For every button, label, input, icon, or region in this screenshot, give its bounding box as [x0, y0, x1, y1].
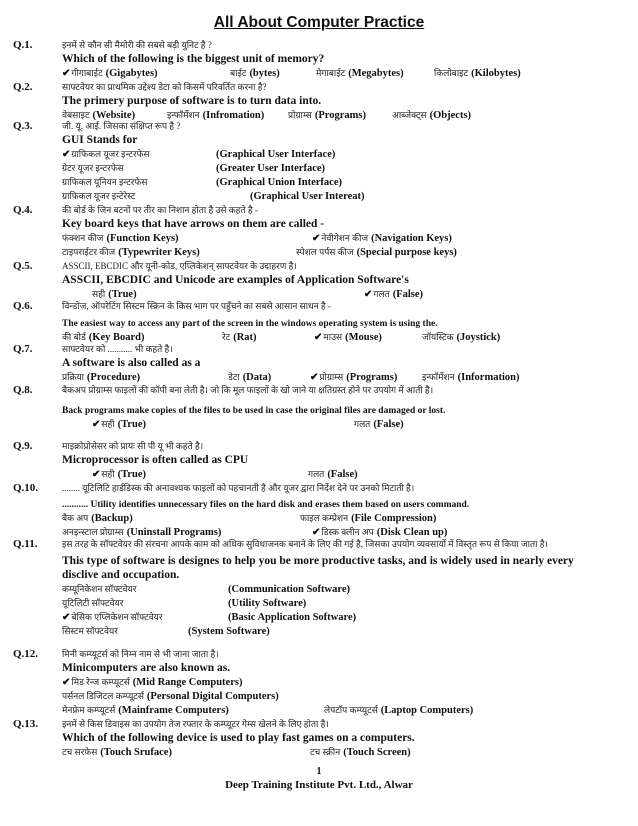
question-text-english: A software is also called as a: [62, 357, 201, 369]
question-text-english: ASSCII, EBCDIC and Unicode are examples of Application Software's: [62, 274, 409, 286]
question-text-hindi: की बोर्ड के जिन बटनों पर तीर का निशान होता है उसे कहते है -: [62, 205, 258, 215]
option: गलत (False): [354, 419, 404, 430]
option: ✔डिस्क क्लीन अप (Disk Clean up): [312, 527, 448, 538]
option: टच सरफेस (Touch Sruface): [62, 747, 172, 758]
question-block: [13, 342, 592, 384]
option: इन्फॉर्मेशन (Infromation): [167, 110, 265, 121]
question-text-hindi: विन्डोज, ऑपरेटिंग सिस्टम स्क्रिन के किस भाग पर पहुँचने का सबसे आसान साधन है -: [62, 301, 331, 311]
question-text-english: The primery purpose of software is to turn data into.: [62, 95, 322, 107]
option: ग्राफिकल यूजर इन्टेरेस्ट: [62, 191, 136, 201]
option: ✔बेसिक एप्लिकेशन सॉफ्टवेयर: [62, 612, 163, 623]
option: ✔ग्राफिकल यूजर इन्टरफेस: [62, 149, 150, 160]
option: अनइन्स्टाल प्रोग्राम्स (Uninstall Programs): [62, 527, 222, 538]
institute-name: Deep Training Institute Pvt. Ltd., Alwar: [225, 779, 413, 791]
check-icon: ✔: [312, 527, 321, 538]
question-block: Q.3. जी. यू. आई. जिसका संक्षिप्त रूप है ? GUI Stands for ✔ग्राफिकल यूजर इन्टरफेस (Graphical User Interface) ग्रेटर यूजर इन्टरफेस (Greater User Interface) ग्राफिकल यूनियन इन्टरफेस (Graphical Union Interface) ग्राफिकल यूजर इन्टेरेस्ट (Graphical User Intereat): [13, 120, 365, 202]
question-block: [13, 203, 592, 259]
question-number: Q.9.: [13, 440, 33, 452]
check-icon: ✔: [62, 68, 71, 79]
question-number: Q.1.: [13, 39, 33, 51]
option: प्रक्रिया (Procedure): [62, 372, 141, 383]
question-number: Q.10.: [13, 482, 39, 494]
option: ✔सही (True): [92, 419, 146, 430]
check-icon: ✔: [310, 372, 319, 383]
check-icon: ✔: [62, 149, 71, 160]
option: ग्रेटर यूजर इन्टरफेस: [62, 163, 124, 173]
option: इन्फॉर्मेशन (Information): [422, 372, 520, 383]
option: ✔प्रोग्राम्स (Programs): [310, 372, 398, 383]
option: गलत (False): [308, 469, 358, 480]
question-text-hindi: मिनी कम्प्यूटर्स को निम्न नाम से भी जाना जाता है।: [62, 649, 219, 659]
question-text-hindi: ASSCII, EBCDIC और यूनी-कोड, एप्लिकेशन् साफ्टवेयर के उदाहरण है।: [62, 261, 297, 271]
page-number: 1: [316, 766, 322, 777]
check-icon: ✔: [312, 233, 321, 244]
question-number: Q.5.: [13, 260, 33, 272]
check-icon: ✔: [364, 289, 373, 300]
question-text-english: Minicomputers are also known as.: [62, 662, 231, 674]
question-number: Q.11.: [13, 538, 38, 550]
option: ग्राफिकल यूनियन इन्टरफेस: [62, 177, 148, 187]
check-icon: ✔: [92, 469, 101, 480]
option: टाइपराईटर कीज (Typewriter Keys): [62, 247, 200, 258]
option: जॉयस्टिक (Joystick): [422, 332, 501, 343]
option: फंक्शन कीज (Function Keys): [62, 233, 179, 244]
question-block: [13, 481, 592, 539]
option: ✔नेवीगेशन कीज (Navigation Keys): [312, 233, 452, 244]
option: लेपटॉप कम्प्यूटर्स (Laptop Computers): [324, 705, 474, 716]
question-text-hindi: माइक्रोप्रोसेसर को प्रायः सी पी यू भी कहते है।: [62, 441, 204, 451]
option: डेटा (Data): [228, 372, 272, 383]
option: ✔मिड रेन्ज कम्प्यूटर्स (Mid Range Computers): [62, 677, 243, 688]
option: रेट (Rat): [222, 332, 257, 343]
option: सही (True): [92, 289, 137, 300]
question-text-hindi: साफ्टवेयर को ........... भी कहते है।: [62, 344, 173, 354]
question-text-english: Microprocessor is often called as CPU: [62, 454, 249, 466]
option: ✔गीगाबाईट (Gigabytes): [62, 68, 158, 79]
option: टच स्क्रीन (Touch Screen): [310, 747, 411, 758]
option: बाईट (bytes): [230, 68, 280, 79]
question-text-english: Back programs make copies of the files to be used in case the original files are damaged or lost.: [62, 406, 446, 416]
option: वेबसाइट (Website): [62, 110, 136, 121]
option: मेगाबाईट (Megabytes): [316, 68, 404, 79]
question-number: Q.12.: [13, 648, 39, 660]
option: कम्यूनिकेशन सॉफ्टवेयर: [62, 584, 137, 594]
option: पर्सनल डिजिटल कम्प्यूटर्स (Personal Digital Computers): [62, 691, 279, 702]
question-number: Q.2.: [13, 81, 33, 93]
question-text-hindi: इनमें से किस डिवाइस का उपयोग तेज रफ्तार के कम्प्यूटर गेम्स खेलने के लिए होता है।: [62, 719, 329, 729]
page-title: All About Computer Practice: [213, 14, 425, 31]
option: बैक अप (Backup): [62, 513, 133, 524]
question-text-english: ........... Utility identifies unnecessary files on the hard disk and erases them based on users command.: [62, 500, 470, 510]
question-block: [13, 259, 592, 301]
option: ✔सही (True): [92, 469, 146, 480]
option: की बोर्ड (Key Board): [62, 332, 145, 343]
question-text-hindi: साफ्टवेयर का प्राथमिक उद्देश्य डेटा को किसमें परिवर्तित करना है?: [62, 82, 267, 92]
question-block: [13, 80, 592, 122]
question-text-hindi: इनमें से कौन सी मैमोरी की सबसे बड़ी युनिट है ?: [62, 40, 212, 50]
check-icon: ✔: [62, 612, 71, 623]
question-number: Q.4.: [13, 204, 33, 216]
question-text-hindi: जी. यू. आई. जिसका संक्षिप्त रूप है ?: [62, 121, 181, 131]
option: प्रोग्राम्स (Programs): [288, 110, 366, 121]
question-block: [13, 299, 592, 344]
option: सिस्टम सॉफ्टवेयर: [62, 626, 118, 636]
option: किलोबाइट (Kilobytes): [434, 68, 521, 79]
check-icon: ✔: [92, 419, 101, 430]
question-block: [13, 717, 592, 759]
question-text-english: This type of software is designes to help you be more productive tasks, and is widely used in nearly every disclive and occupation.: [62, 555, 574, 581]
question-block: [13, 647, 592, 717]
question-text-english: The easiest way to access any part of the screen in the windows operating system is using the.: [62, 319, 438, 329]
question-number: Q.6.: [13, 300, 33, 312]
question-text-hindi: इस तरह के सॉफ्टवेयर की संरचना आपके काम को अधिक सुविधाजनक बनाने के लिए की गई है, जिसका उपयोग व्यवसायों में विस्तृत रूप से किया जाता है।: [62, 539, 548, 549]
question-number: Q.8.: [13, 384, 33, 396]
question-text-hindi: बैकअप प्रोग्राम्स फाइलों की कॉपी बना लेती है। जो कि मूल फाइलों के खो जाने या क्षतिग्रस्त होने पर उपयोग में आती है।: [62, 385, 434, 395]
question-text-english: GUI Stands for: [62, 134, 138, 146]
question-number: Q.13.: [13, 718, 39, 730]
question-text-english: Key board keys that have arrows on them are called -: [62, 218, 325, 230]
question-text-hindi: ........ यूटिलिटि हार्डडिस्क की अनावश्यक फाइलों को पहचानती है और यूजर द्वारा निर्देश देने पर उनको मिटाती है।: [62, 483, 415, 493]
check-icon: ✔: [314, 332, 323, 343]
option: ✔माउस (Mouse): [314, 332, 382, 343]
option: यूटिलिटी सॉफ्टवेयर: [62, 598, 124, 608]
question-block: [13, 38, 592, 80]
question-text-english: Which of the following is the biggest unit of memory?: [62, 53, 325, 65]
check-icon: ✔: [62, 677, 71, 688]
question-block: [13, 439, 592, 481]
option: स्पेशल पर्पस कीज (Special purpose keys): [296, 247, 457, 258]
question-block: Q.11. इस तरह के सॉफ्टवेयर की संरचना आपके काम को अधिक सुविधाजनक बनाने के लिए की गई है, जिसका उपयोग व्यवसायों में विस्तृत रूप से किया जाता है। This type of software is designes to help you be more productive tasks, and is widely used in nearly every disclive and occupation. कम्यूनिकेशन सॉफ्टवेयर (Communication Software) यूटिलिटी सॉफ्टवेयर (Utility Software) ✔बेसिक एप्लिकेशन सॉफ्टवेयर (Basic Application Software) सिस्टम सॉफ्टवेयर (System Software): [13, 538, 574, 637]
option: फाइल कम्प्रेशन (File Compression): [300, 513, 437, 524]
question-block: [13, 383, 592, 431]
option: आब्जेक्ट्स (Objects): [392, 110, 472, 121]
question-number: Q.7.: [13, 343, 33, 355]
question-number: Q.3.: [13, 120, 33, 132]
question-text-english: Which of the following device is used to play fast games on a computers.: [62, 732, 415, 744]
option: मेनफ्रेम कम्प्यूटर्स (Mainframe Computers): [62, 705, 229, 716]
option: ✔गलत (False): [364, 289, 424, 300]
